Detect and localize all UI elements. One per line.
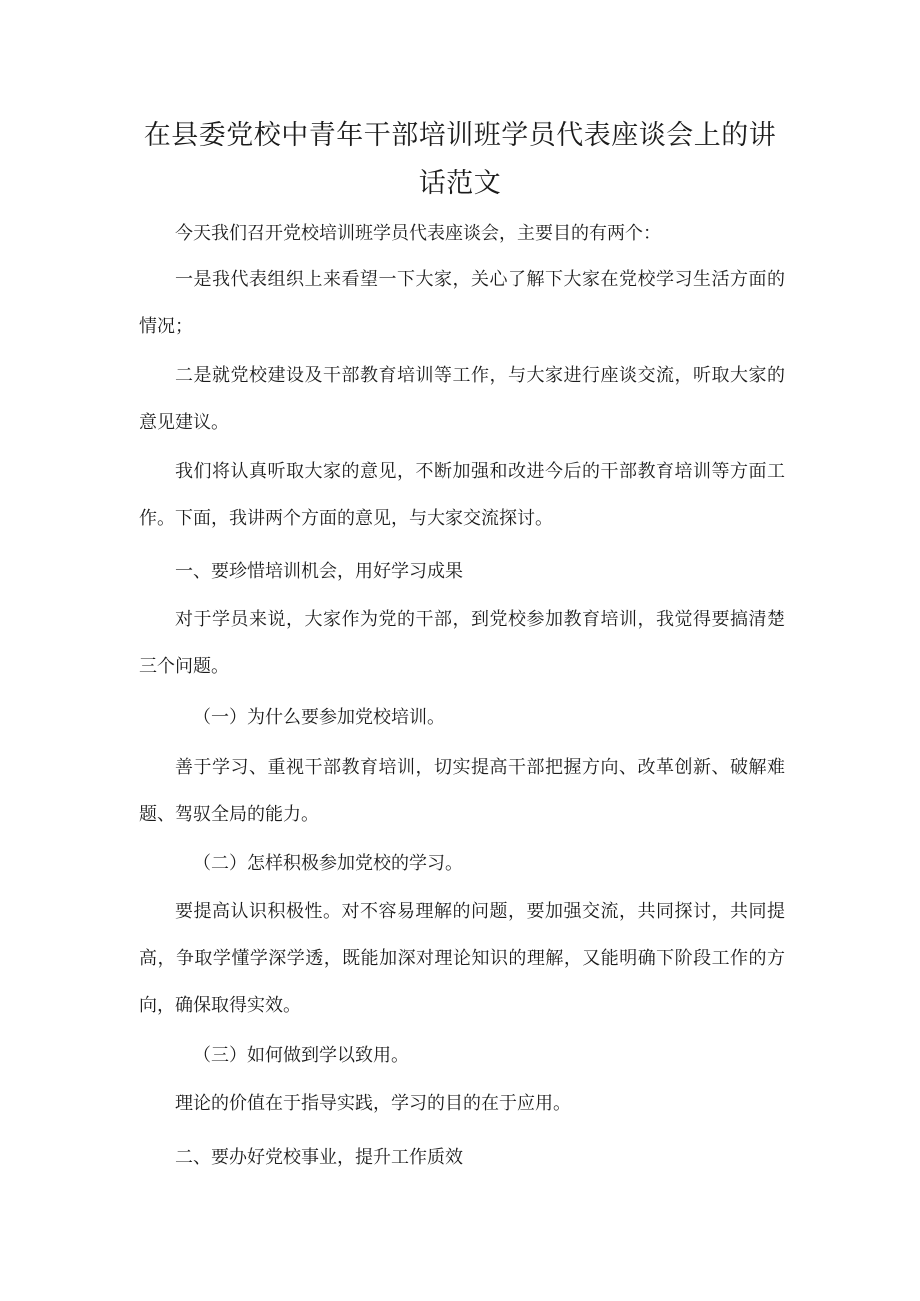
paragraph-purpose-two: 二是就党校建设及干部教育培训等工作，与大家进行座谈交流，听取大家的意见建议。 (139, 365, 785, 433)
paragraph-apply-body: 理论的价值在于指导实践，学习的目的在于应用。 (175, 1093, 571, 1114)
paragraph-how-body: 要提高认识积极性。对不容易理解的问题，要加强交流，共同探讨，共同提高，争取学懂学深学透，既能加深对理论知识的理解，又能明确下阶段工作的方向，确保取得实效。 (139, 901, 785, 1016)
subheading-why: （一）为什么要参加党校培训。 (193, 707, 445, 728)
paragraph-three-questions: 对于学员来说，大家作为党的干部，到党校参加教育培训，我觉得要搞清楚三个问题。 (139, 609, 785, 677)
section-heading-two: 二、要办好党校事业，提升工作质效 (175, 1147, 463, 1168)
section-heading-one: 一、要珍惜培训机会，用好学习成果 (175, 561, 463, 582)
document-title: 在县委党校中青年干部培训班学员代表座谈会上的讲话范文 (143, 120, 777, 199)
paragraph-intro: 今天我们召开党校培训班学员代表座谈会，主要目的有两个： (175, 223, 661, 244)
paragraph-purpose-one: 一是我代表组织上来看望一下大家，关心了解下大家在党校学习生活方面的情况； (139, 269, 785, 337)
subheading-how: （二）怎样积极参加党校的学习。 (193, 853, 463, 874)
paragraph-commitment: 我们将认真听取大家的意见，不断加强和改进今后的干部教育培训等方面工作。下面，我讲两个方面的意见，与大家交流探讨。 (139, 461, 785, 529)
subheading-apply: （三）如何做到学以致用。 (193, 1045, 409, 1066)
paragraph-why-body: 善于学习、重视干部教育培训，切实提高干部把握方向、改革创新、破解难题、驾驭全局的能力。 (139, 757, 785, 825)
